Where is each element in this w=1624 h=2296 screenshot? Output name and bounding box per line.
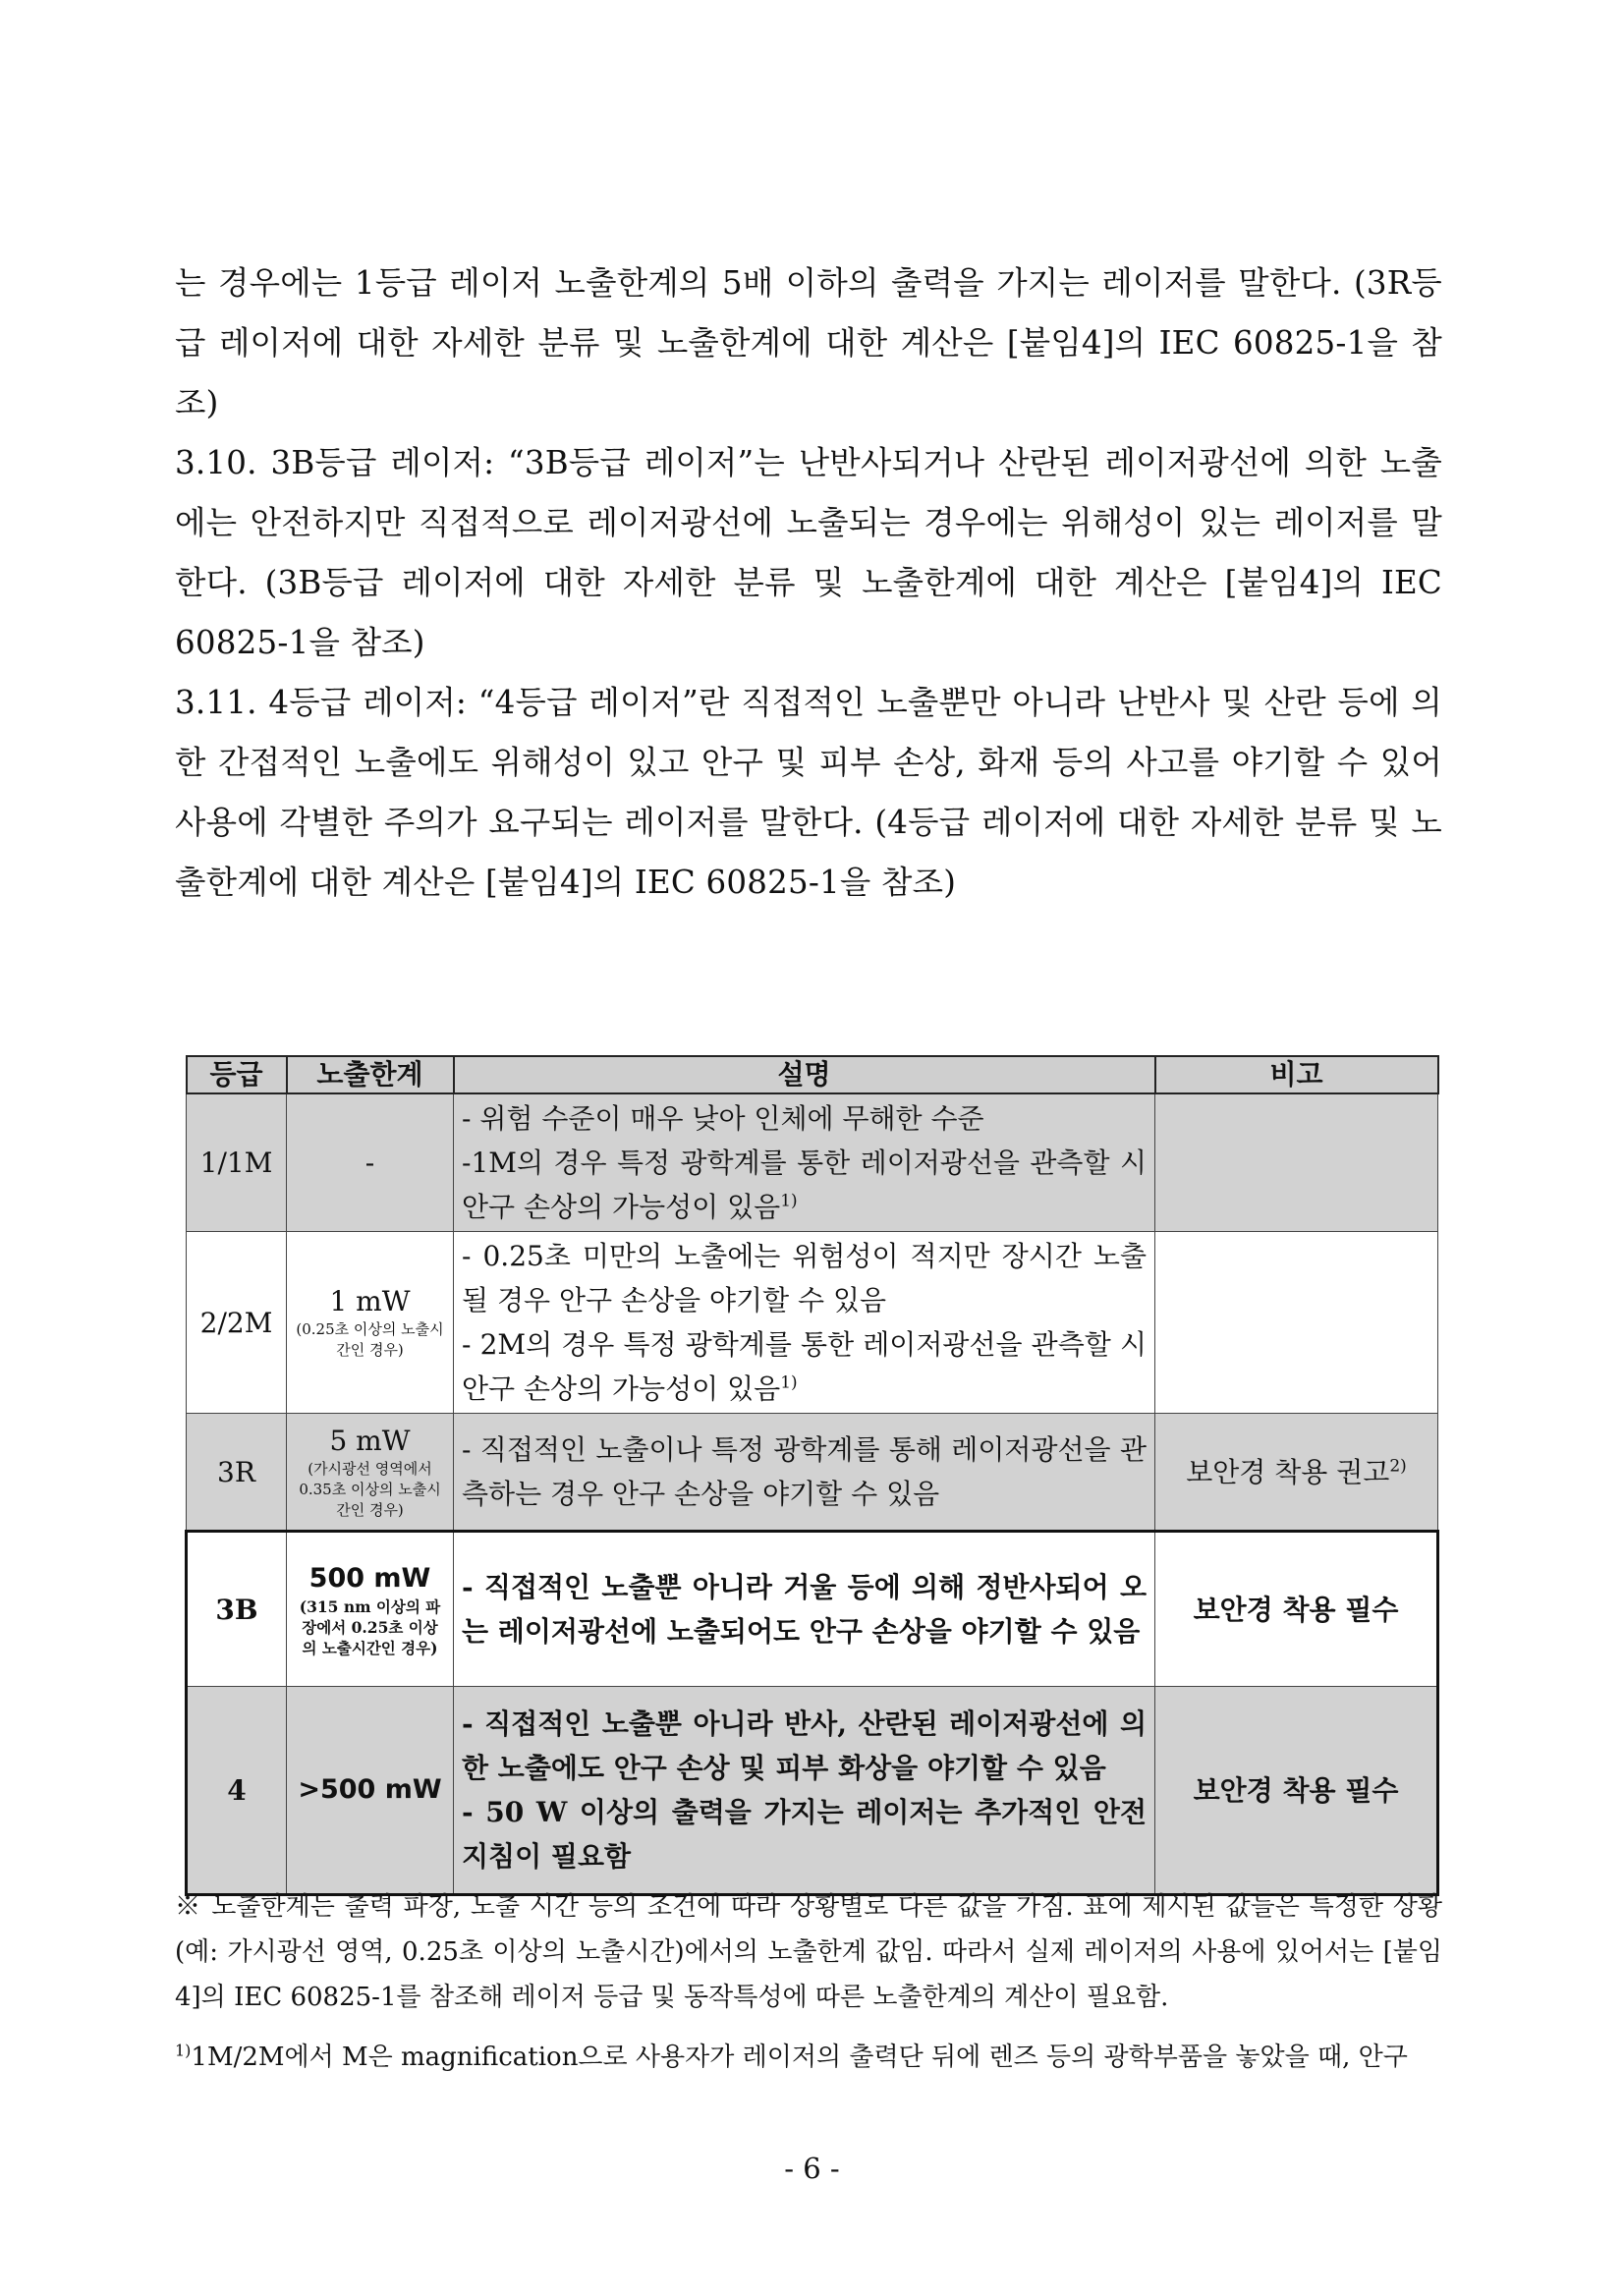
remark-text: 보안경 착용 필수 [1193, 1773, 1399, 1807]
paragraph-3r-continued: 는 경우에는 1등급 레이저 노출한계의 5배 이하의 출력을 가지는 레이저를 말한다. (3R등급 레이저에 대한 자세한 분류 및 노출한계에 대한 계산은 [붙임4]의 IEC 60825-1을 참조) [175, 264, 1442, 421]
description-cell [454, 1093, 1155, 1232]
paragraph-3-11-class-4: 3.11. 4등급 레이저: “4등급 레이저”란 직접적인 노출뿐만 아니라 난반사 및 산란 등에 의한 간접적인 노출에도 위해성이 있고 안구 및 피부 손상, 화재 등의 사고를 야기할 수 있어 사용에 각별한 주의가 요구되는 레이저를 말한다. (4등급 레이저에 대한 자세한 분류 및 노출한계에 대한 계산은 [붙임4]의 IEC 60825-1을 참조) [175, 684, 1442, 901]
description-line: - 0.25초 미만의 노출에는 위험성이 적지만 장시간 노출될 경우 안구 손상을 야기할 수 있음 [462, 1240, 1147, 1316]
remark-cell [1155, 1232, 1438, 1414]
limit-value: 5 mW [329, 1424, 411, 1457]
footnote-text: 1M/2M에서 M은 magnification으로 사용자가 레이저의 출력단 뒤에 렌즈 등의 광학부품을 놓았을 때, 안구 [191, 2043, 1408, 2072]
limit-condition: (가시광선 영역에서 0.35초 이상의 노출시간인 경우) [299, 1459, 441, 1519]
description-line: - 직접적인 노출뿐 아니라 거울 등에 의해 정반사되어 오는 레이저광선에 노출되어도 안구 손상을 야기할 수 있음 [462, 1571, 1147, 1648]
remark-cell [1155, 1687, 1438, 1895]
limit-cell [287, 1232, 454, 1414]
remark-cell [1155, 1093, 1438, 1232]
body-text [175, 253, 1442, 913]
grade-cell: 3R [187, 1414, 287, 1532]
table-row-grade-1 [187, 1093, 1438, 1232]
remark-text: 보안경 착용 권고 [1186, 1455, 1390, 1488]
table-header-row [187, 1056, 1438, 1093]
grade-cell: 4 [187, 1687, 287, 1895]
description-line: - 2M의 경우 특정 광학계를 통한 레이저광선을 관측할 시 안구 손상의 가능성이 있음 [462, 1328, 1147, 1405]
description-cell [454, 1687, 1155, 1895]
footnote-ref: 2) [1389, 1456, 1407, 1477]
table-row-grade-3r [187, 1414, 1438, 1532]
limit-cell [287, 1093, 454, 1232]
limit-cell [287, 1687, 454, 1895]
grade-cell: 1/1M [187, 1093, 287, 1232]
description-cell [454, 1414, 1155, 1532]
description-line: - 직접적인 노출이나 특정 광학계를 통해 레이저광선을 관측하는 경우 안구 손상을 야기할 수 있음 [462, 1433, 1147, 1510]
remark-text: 보안경 착용 필수 [1193, 1593, 1399, 1626]
header-description: 설명 [454, 1056, 1155, 1093]
footnote-marker: 1) [175, 2041, 192, 2060]
limit-condition: (0.25초 이상의 노출시간인 경우) [296, 1320, 444, 1359]
header-grade: 등급 [187, 1056, 287, 1093]
limit-value: 500 mW [308, 1562, 431, 1594]
description-cell [454, 1532, 1155, 1687]
remark-cell [1155, 1414, 1438, 1532]
limit-value: >500 mW [298, 1774, 442, 1805]
header-exposure-limit: 노출한계 [287, 1056, 454, 1093]
footnote-ref: 1) [780, 1372, 798, 1393]
limit-value: - [364, 1146, 375, 1179]
description-line: - 직접적인 노출뿐 아니라 반사, 산란된 레이저광선에 의한 노출에도 안구 손상 및 피부 화상을 야기할 수 있음 [462, 1708, 1147, 1784]
paragraph-3-10-class-3b: 3.10. 3B등급 레이저: “3B등급 레이저”는 난반사되거나 산란된 레이저광선에 의한 노출에는 안전하지만 직접적으로 레이저광선에 노출되는 경우에는 위해성이 있는 레이저를 말한다. (3B등급 레이저에 대한 자세한 분류 및 노출한계에 대한 계산은 [붙임4]의 IEC 60825-1을 참조) [175, 444, 1442, 661]
limit-condition: (315 nm 이상의 파장에서 0.25초 이상의 노출시간인 경우) [299, 1596, 441, 1657]
exposure-limit-note: ※ 노출한계는 출력 파장, 노출 시간 등의 조건에 따라 상황별로 다른 값을 가짐. 표에 제시된 값들은 특정한 상황(예: 가시광선 영역, 0.25초 이상의 노출시간)에서의 노출한계 값임. 따라서 실제 레이저의 사용에 있어서는 [붙임4]의 IEC 60825-1를 참조해 레이저 등급 및 동작특성에 따른 노출한계의 계산이 필요함. [175, 1892, 1442, 2012]
description-cell [454, 1232, 1155, 1414]
description-line: -1M의 경우 특정 광학계를 통한 레이저광선을 관측할 시 안구 손상의 가능성이 있음 [462, 1147, 1147, 1223]
table-row-grade-2 [187, 1232, 1438, 1414]
limit-cell [287, 1414, 454, 1532]
footnote-ref: 1) [780, 1191, 798, 1211]
table-row-grade-4 [187, 1687, 1438, 1895]
limit-value: 1 mW [329, 1285, 411, 1317]
table-row-grade-3b [187, 1532, 1438, 1687]
header-remark: 비고 [1155, 1056, 1438, 1093]
description-line: - 50 W 이상의 출력을 가지는 레이저는 추가적인 안전지침이 필요함 [462, 1796, 1147, 1873]
laser-grade-table [185, 1055, 1439, 1896]
limit-cell [287, 1532, 454, 1687]
grade-cell: 3B [187, 1532, 287, 1687]
page-number: - 6 - [784, 2152, 840, 2185]
footnote [175, 2038, 1442, 2077]
table-note [175, 1884, 1442, 2020]
description-line: - 위험 수준이 매우 낮아 인체에 무해한 수준 [462, 1102, 984, 1135]
remark-cell [1155, 1532, 1438, 1687]
grade-cell: 2/2M [187, 1232, 287, 1414]
